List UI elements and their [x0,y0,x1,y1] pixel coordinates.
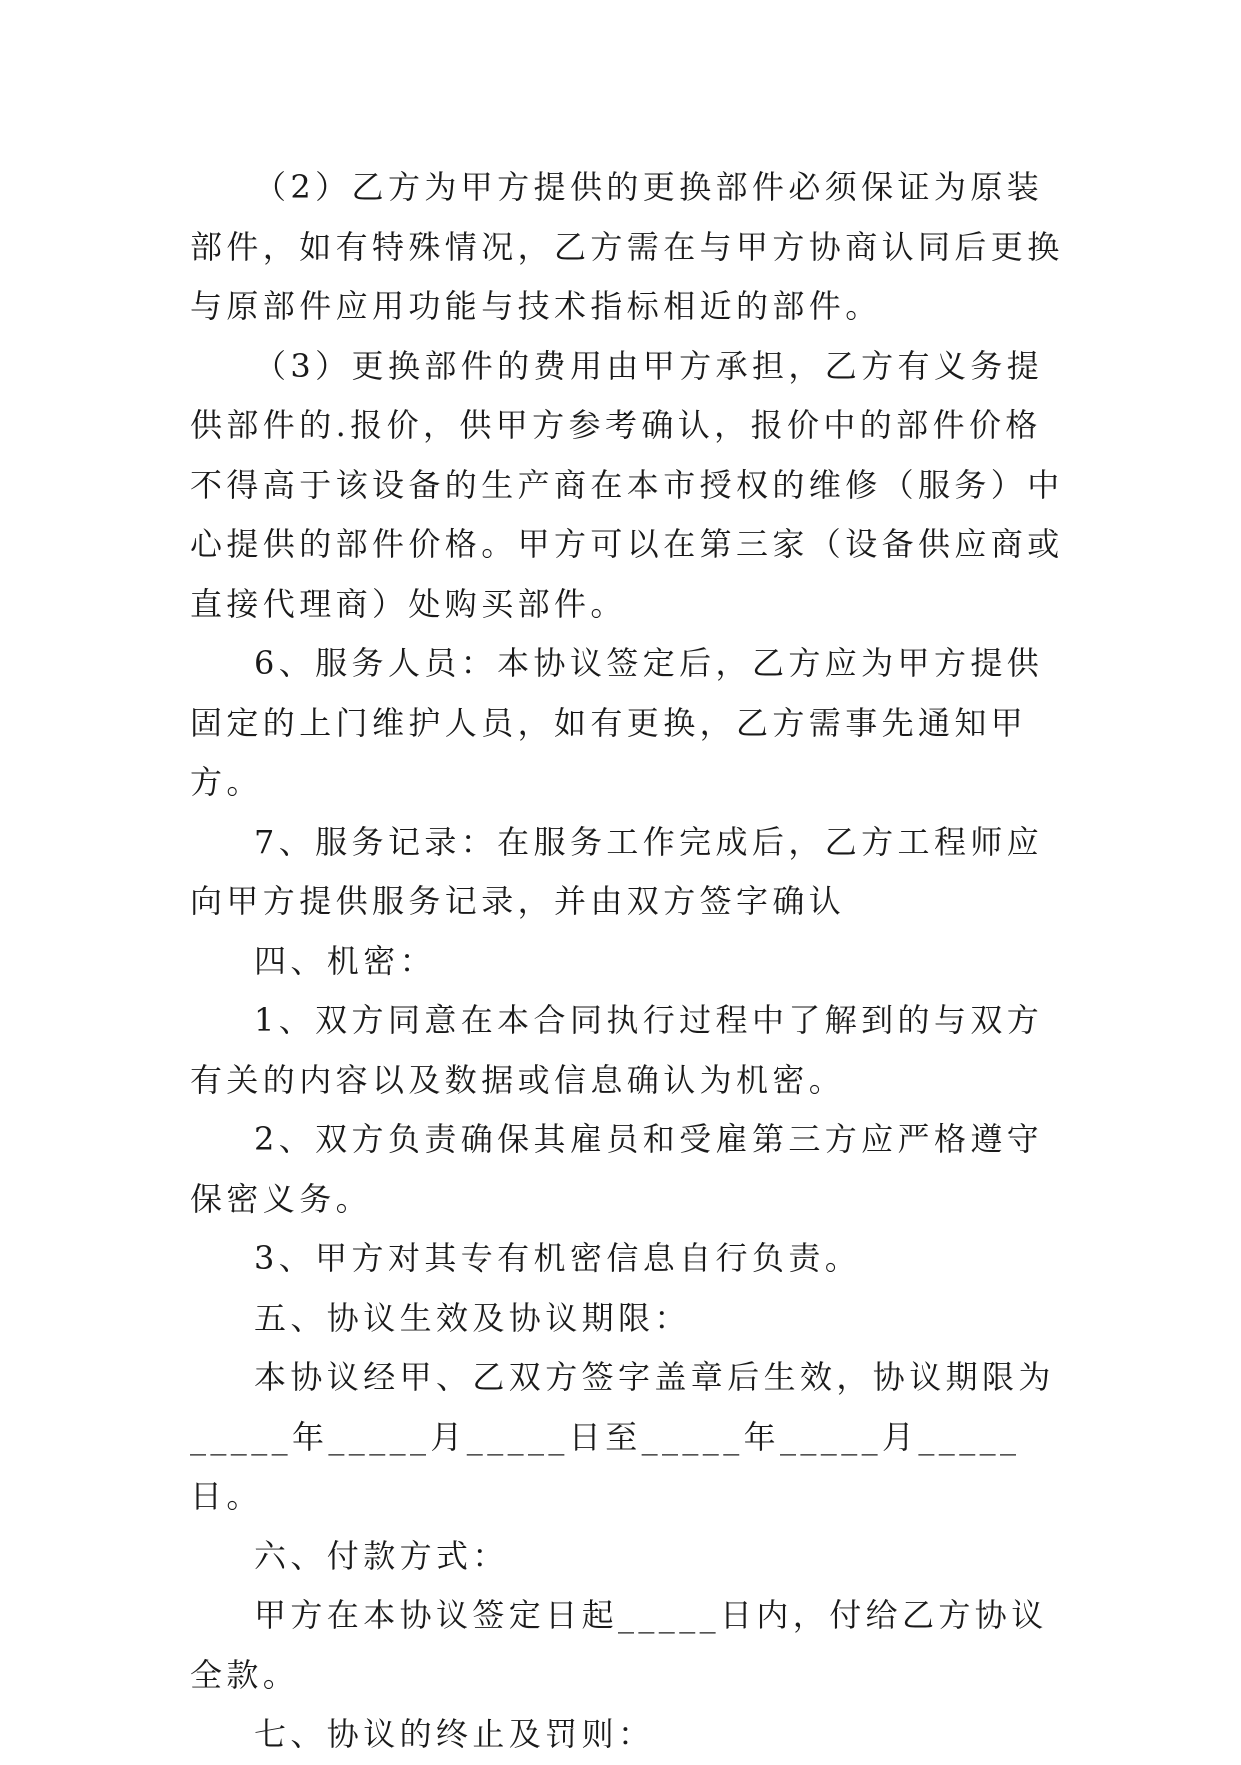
section-heading-termination: 七、协议的终止及罚则： [254,1715,655,1753]
paragraph-parts-cost: （3）更换部件的费用由甲方承担，乙方有义务提供部件的.报价，供甲方参考确认，报价中的部件价格不得高于该设备的生产商在本市授权的维修（服务）中心提供的部件价格。甲方可以在第三家（设备供应商或直接代理商）处购买部件。 [190,346,1064,623]
section-heading-effective-term: 五、协议生效及协议期限： [254,1298,691,1337]
paragraph-confidentiality-2: 2、双方负责确保其雇员和受雇第三方应严格遵守保密义务。 [190,1120,1044,1218]
paragraph-payment: 甲方在本协议签定日起_____日内，付给乙方协议全款。 [190,1596,1048,1694]
section-heading-confidentiality: 四、机密： [254,941,437,980]
paragraph-parts-original: （2）乙方为甲方提供的更换部件必须保证为原装部件，如有特殊情况，乙方需在与甲方协商认同后更换与原部件应用功能与技术指标相近的部件。 [190,168,1064,325]
section-heading-payment: 六、付款方式： [254,1536,509,1575]
paragraph-effective-term: 本协议经甲、乙双方签字盖章后生效，协议期限为_____年_____月_____日至_____年_____月_____日。 [190,1358,1055,1515]
paragraph-service-staff: 6、服务人员：本协议签定后，乙方应为甲方提供固定的上门维护人员，如有更换，乙方需事先通知甲方。 [190,644,1044,801]
document-page [190,158,1070,1765]
paragraph-service-record: 7、服务记录：在服务工作完成后，乙方工程师应向甲方提供服务记录，并由双方签字确认 [190,822,1044,920]
paragraph-confidentiality-1: 1、双方同意在本合同执行过程中了解到的与双方有关的内容以及数据或信息确认为机密。 [190,1001,1044,1099]
paragraph-confidentiality-3: 3、甲方对其专有机密信息自行负责。 [254,1239,862,1277]
